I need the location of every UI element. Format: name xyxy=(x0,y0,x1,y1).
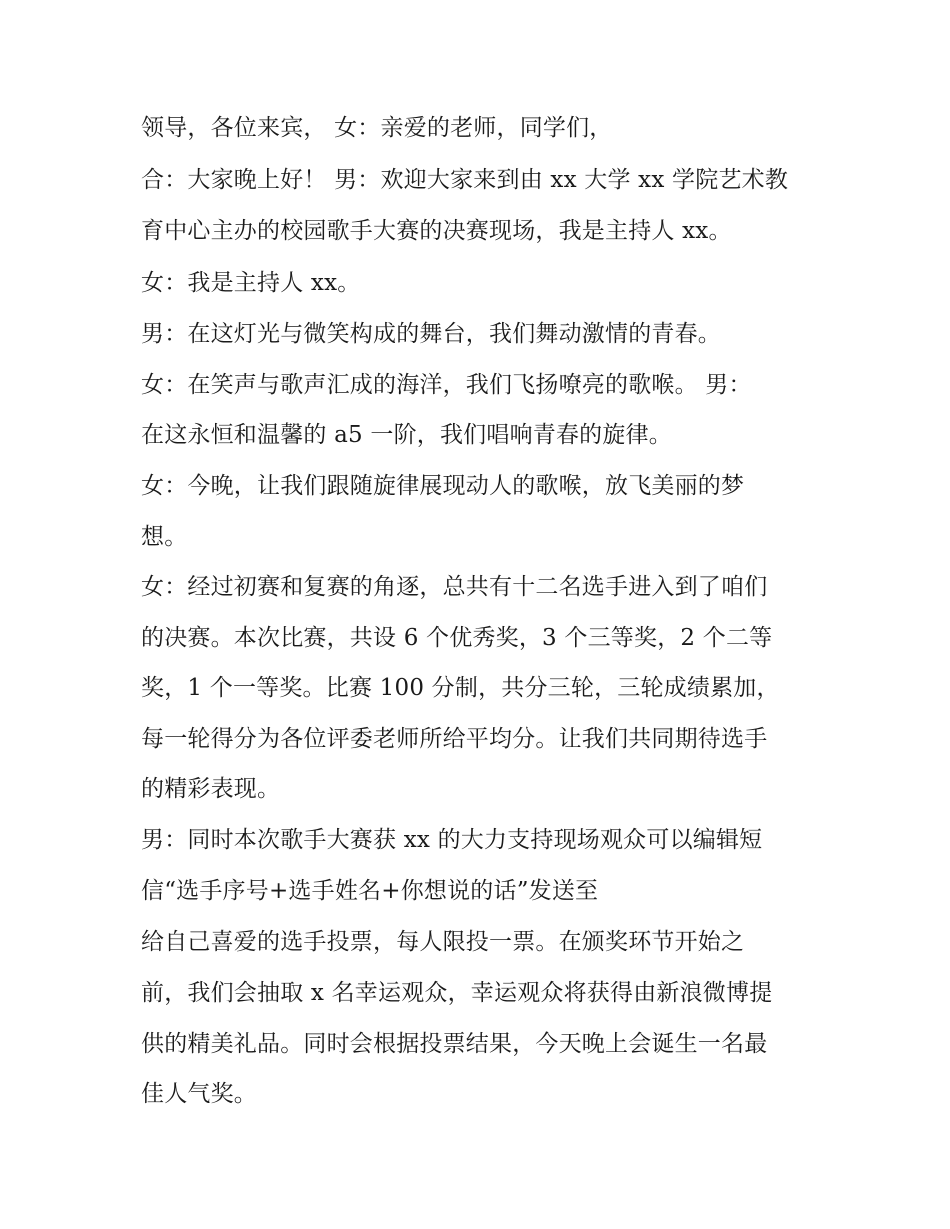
text-line: 每一轮得分为各位评委老师所给平均分。让我们共同期待选手 xyxy=(141,726,768,752)
text-line: 女：我是主持人 xx。 xyxy=(141,270,361,296)
text-line: 供的精美礼品。同时会根据投票结果，今天晚上会诞生一名最 xyxy=(141,1031,768,1057)
text-line: 奖，1 个一等奖。比赛 100 分制，共分三轮，三轮成绩累加， xyxy=(141,675,780,701)
text-line: 想。 xyxy=(141,524,188,550)
text-line: 领导，各位来宾， 女：亲爱的老师，同学们， xyxy=(141,115,613,141)
text-line: 给自己喜爱的选手投票，每人限投一票。在颁奖环节开始之 xyxy=(141,929,745,955)
text-line: 女：在笑声与歌声汇成的海洋，我们飞扬嘹亮的歌喉。 男： xyxy=(141,372,752,398)
text-line: 信“选手序号+选手姓名+你想说的话”发送至 xyxy=(141,878,599,904)
text-line: 女：经过初赛和复赛的角逐，总共有十二名选手进入到了咱们 xyxy=(141,574,768,600)
text-line: 在这永恒和温馨的 a5 一阶，我们唱响青春的旋律。 xyxy=(141,422,672,448)
text-line: 男：在这灯光与微笑构成的舞台，我们舞动激情的青春。 xyxy=(141,321,721,347)
text-line: 育中心主办的校园歌手大赛的决赛现场，我是主持人 xx。 xyxy=(141,218,732,244)
text-line: 男：同时本次歌手大赛获 xx 的大力支持现场观众可以编辑短 xyxy=(141,827,763,853)
text-line: 的决赛。本次比赛，共设 6 个优秀奖，3 个三等奖，2 个二等 xyxy=(141,625,773,651)
text-line: 合：大家晚上好！ 男：欢迎大家来到由 xx 大学 xx 学院艺术教 xyxy=(141,167,789,193)
text-line: 女：今晚，让我们跟随旋律展现动人的歌喉，放飞美丽的梦 xyxy=(141,473,745,499)
text-line: 佳人气奖。 xyxy=(141,1081,257,1107)
text-line: 的精彩表现。 xyxy=(141,776,281,802)
text-line: 前，我们会抽取 x 名幸运观众，幸运观众将获得由新浪微博提 xyxy=(141,980,773,1006)
